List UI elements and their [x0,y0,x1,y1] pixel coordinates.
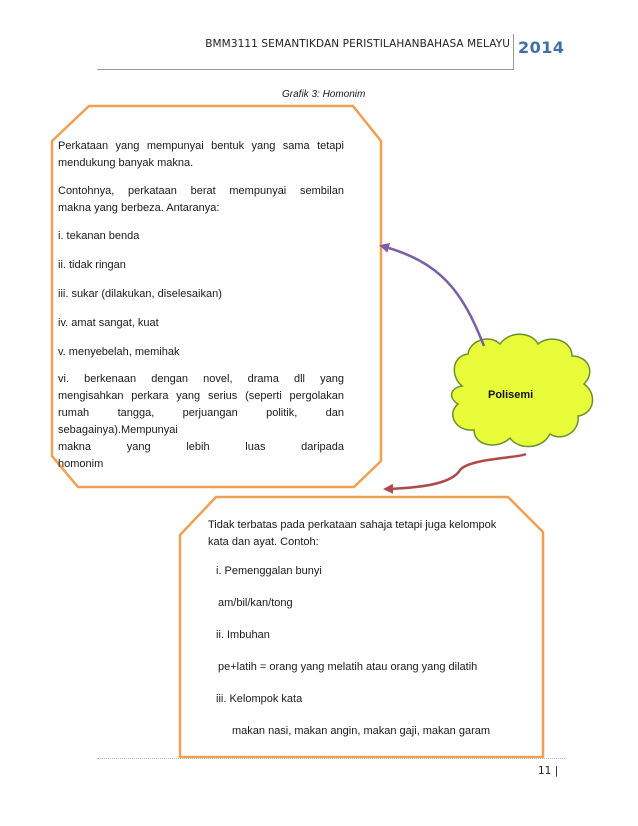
arrow-to-polisemi [386,454,526,489]
cloud-label: Polisemi [488,389,534,401]
homonim-item: i. tekanan benda [58,230,140,242]
homonim-item-vi-5: homonim [58,458,104,470]
polisemi-item: ii. Imbuhan [216,629,270,641]
figure-caption: Grafik 3: Homonim [282,89,366,100]
homonim-item-vi-3: rumah tangga, perjuangan politik, dan sebagainya).Mempunyai [58,407,344,436]
arrow-to-homonim [382,246,484,346]
polisemi-intro-1: Tidak terbatas pada perkataan sahaja tetapi juga kelompok [208,519,497,531]
footer-rule [97,758,565,759]
homonim-item: iv. amat sangat, kuat [58,317,159,329]
polisemi-item: iii. Kelompok kata [216,693,303,705]
homonim-item-vi-2: mengisahkan perkara yang serius (seperti pergolakan [58,390,344,402]
page-number: 11 | [538,765,559,777]
homonim-item: v. menyebelah, memihak [58,346,180,358]
header-title: BMM3111 SEMANTIKDAN PERISTILAHANBAHASA MELAYU [205,38,510,50]
homonim-example-intro-2: makna yang berbeza. Antaranya: [58,202,220,214]
polisemi-intro-2: kata dan ayat. Contoh: [208,536,319,548]
polisemi-item: makan nasi, makan angin, makan gaji, makan garam [232,725,491,737]
homonim-item-vi-1: vi. berkenaan dengan novel, drama dll yang [58,373,344,385]
polisemi-item: i. Pemenggalan bunyi [216,565,322,577]
homonim-box-text [58,138,344,483]
header-year: 2014 [518,38,565,57]
polisemi-box-text [208,517,528,740]
polisemi-item: pe+latih = orang yang melatih atau orang yang dilatih [218,661,478,673]
homonim-item: ii. tidak ringan [58,259,126,271]
homonim-definition-2: mendukung banyak makna. [58,157,194,169]
polisemi-item: am/bil/kan/tong [218,597,293,609]
homonim-definition-1: Perkataan yang mempunyai bentuk yang sama tetapi [58,140,344,152]
homonim-item: iii. sukar (dilakukan, diselesaikan) [58,288,222,300]
homonim-example-intro-1: Contohnya, perkataan berat mempunyai sembilan [58,185,344,197]
homonim-item-vi-4: makna yang lebih luas daripada [58,441,344,453]
